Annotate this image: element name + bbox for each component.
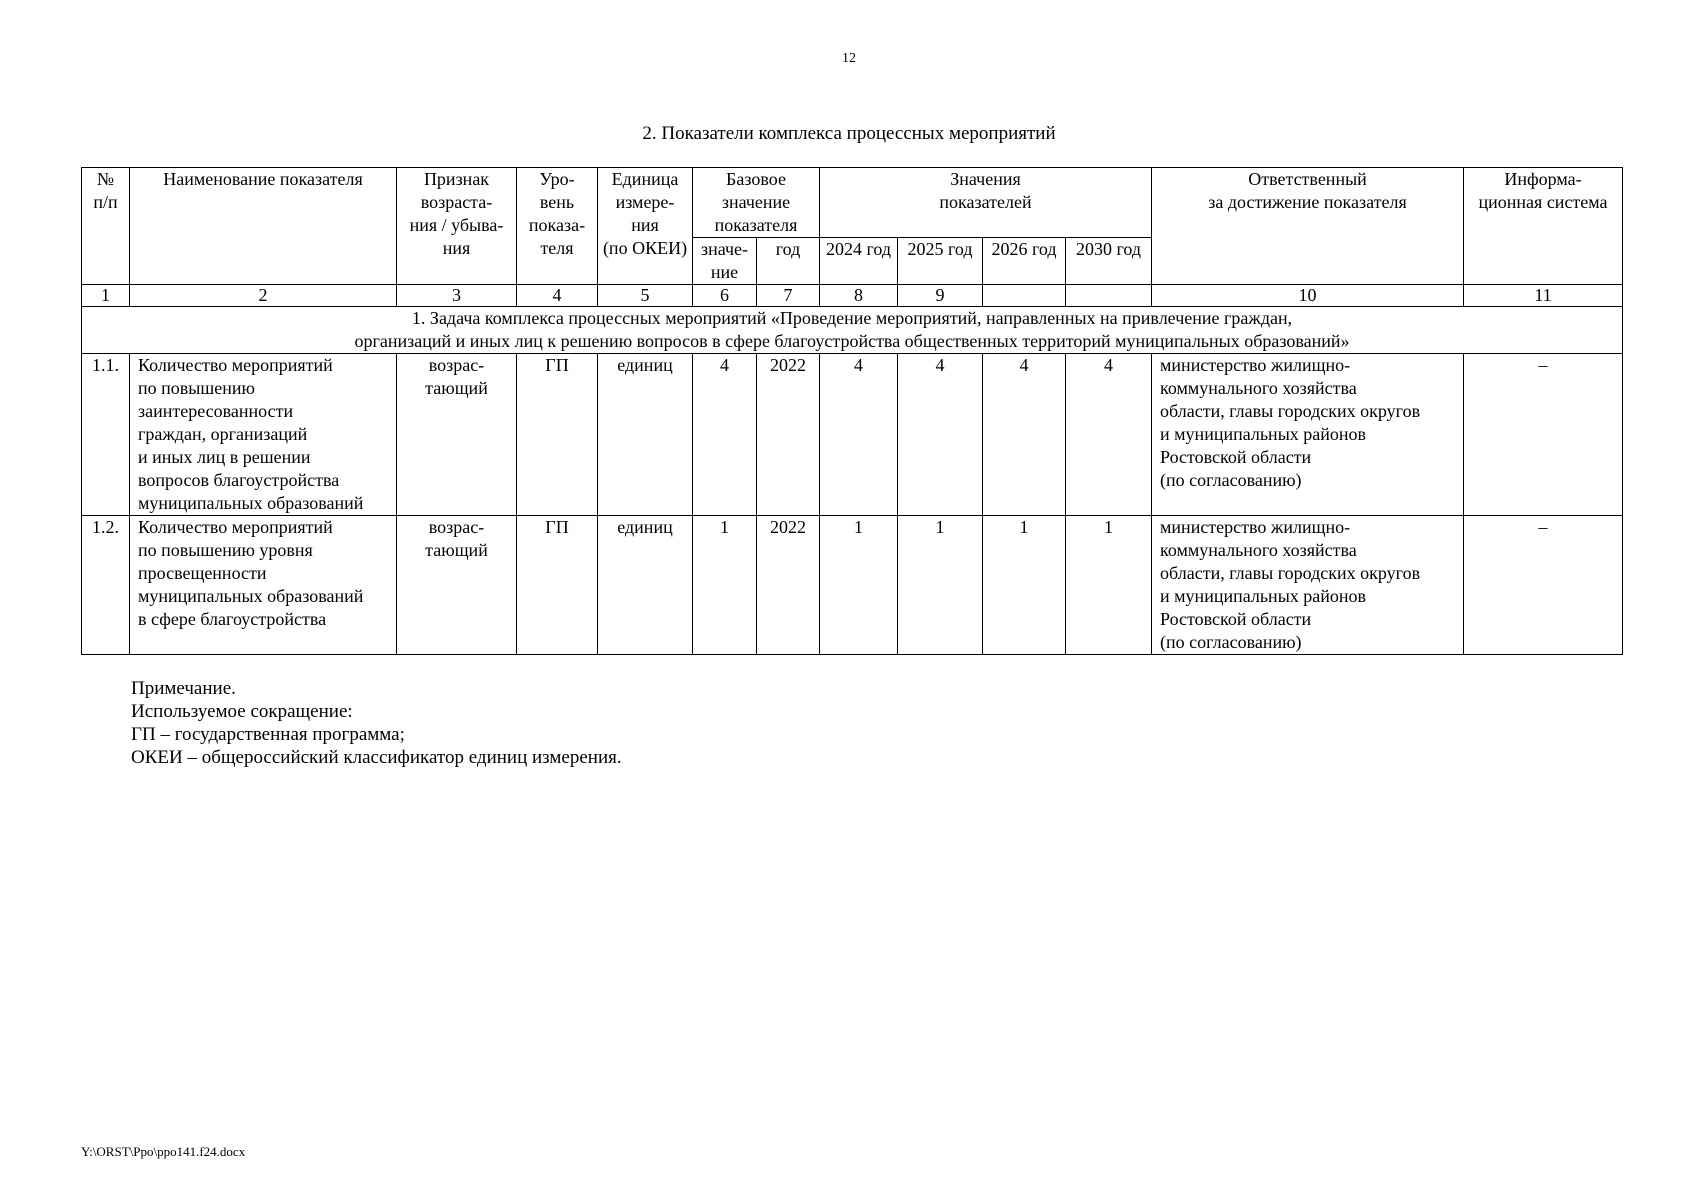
row-number: 1.1. — [82, 354, 130, 516]
header-responsible: Ответственный за достижение показателя — [1152, 168, 1464, 285]
column-number — [983, 285, 1066, 307]
column-number: 8 — [820, 285, 898, 307]
column-number: 9 — [898, 285, 983, 307]
base-year: 2022 — [757, 516, 820, 655]
note-block — [131, 677, 622, 769]
header-no: № п/п — [82, 168, 130, 285]
value-2025: 4 — [898, 354, 983, 516]
note-heading: Примечание. — [131, 678, 236, 699]
column-number: 7 — [757, 285, 820, 307]
indicator-name: Количество мероприятий по повышению заинтересованности граждан, организаций и иных лиц в решении вопросов благоустройства муниципальных образований — [130, 354, 397, 516]
value-2030: 1 — [1066, 516, 1152, 655]
info-system: – — [1464, 354, 1623, 516]
base-value: 4 — [693, 354, 757, 516]
column-number: 6 — [693, 285, 757, 307]
column-number: 4 — [517, 285, 598, 307]
header-year-2026: 2026 год — [983, 238, 1066, 285]
column-number: 11 — [1464, 285, 1623, 307]
indicator-sign: возрас- тающий — [397, 516, 517, 655]
note-line: ГП – государственная программа; — [131, 724, 405, 745]
header-info-system: Информа- ционная система — [1464, 168, 1623, 285]
header-row-1 — [82, 168, 1623, 238]
value-2026: 1 — [983, 516, 1066, 655]
header-indicator-values: Значения показателей — [820, 168, 1152, 238]
responsible: министерство жилищно- коммунального хозяйства области, главы городских округов и муниципальных районов Ростовской области (по согласованию) — [1152, 354, 1464, 516]
column-number: 1 — [82, 285, 130, 307]
value-2030: 4 — [1066, 354, 1152, 516]
indicator-unit: единиц — [598, 516, 693, 655]
header-sign: Признак возраста- ния / убыва- ния — [397, 168, 517, 285]
indicator-level: ГП — [517, 354, 598, 516]
indicator-level: ГП — [517, 516, 598, 655]
header-year-2030: 2030 год — [1066, 238, 1152, 285]
value-2024: 1 — [820, 516, 898, 655]
header-unit: Единица измере- ния (по ОКЕИ) — [598, 168, 693, 285]
value-2024: 4 — [820, 354, 898, 516]
header-level: Уро- вень показа- теля — [517, 168, 598, 285]
header-year-2025: 2025 год — [898, 238, 983, 285]
indicator-name: Количество мероприятий по повышению уровня просвещенности муниципальных образований в сфере благоустройства — [130, 516, 397, 655]
indicator-sign: возрас- тающий — [397, 354, 517, 516]
indicators-table — [81, 167, 1623, 655]
section-title: 2. Показатели комплекса процессных мероприятий — [642, 123, 1056, 144]
table-row — [82, 354, 1623, 516]
column-number-row — [82, 285, 1623, 307]
base-year: 2022 — [757, 354, 820, 516]
column-number: 2 — [130, 285, 397, 307]
table-row — [82, 516, 1623, 655]
header-year-2024: 2024 год — [820, 238, 898, 285]
base-value: 1 — [693, 516, 757, 655]
note-line: Используемое сокращение: — [131, 701, 353, 722]
note-line: ОКЕИ – общероссийский классификатор единиц измерения. — [131, 747, 622, 768]
info-system: – — [1464, 516, 1623, 655]
page-number: 12 — [842, 51, 856, 66]
column-number — [1066, 285, 1152, 307]
row-number: 1.2. — [82, 516, 130, 655]
header-base-value-value: значе- ние — [693, 238, 757, 285]
footer-file-path: Y:\ORST\Ppo\ppo141.f24.docx — [81, 1144, 246, 1159]
column-number: 5 — [598, 285, 693, 307]
header-base-value: Базовое значение показателя — [693, 168, 820, 238]
indicator-unit: единиц — [598, 354, 693, 516]
header-base-value-year: год — [757, 238, 820, 285]
responsible: министерство жилищно- коммунального хозяйства области, главы городских округов и муниципальных районов Ростовской области (по согласованию) — [1152, 516, 1464, 655]
column-number: 3 — [397, 285, 517, 307]
value-2025: 1 — [898, 516, 983, 655]
header-indicator-name: Наименование показателя — [130, 168, 397, 285]
task-row — [82, 307, 1623, 354]
value-2026: 4 — [983, 354, 1066, 516]
column-number: 10 — [1152, 285, 1464, 307]
task-title: 1. Задача комплекса процессных мероприятий «Проведение мероприятий, направленных на привлечение граждан, организаций и иных лиц к решению вопросов в сфере благоустройства общественных территорий муниципальных образований» — [82, 307, 1623, 354]
